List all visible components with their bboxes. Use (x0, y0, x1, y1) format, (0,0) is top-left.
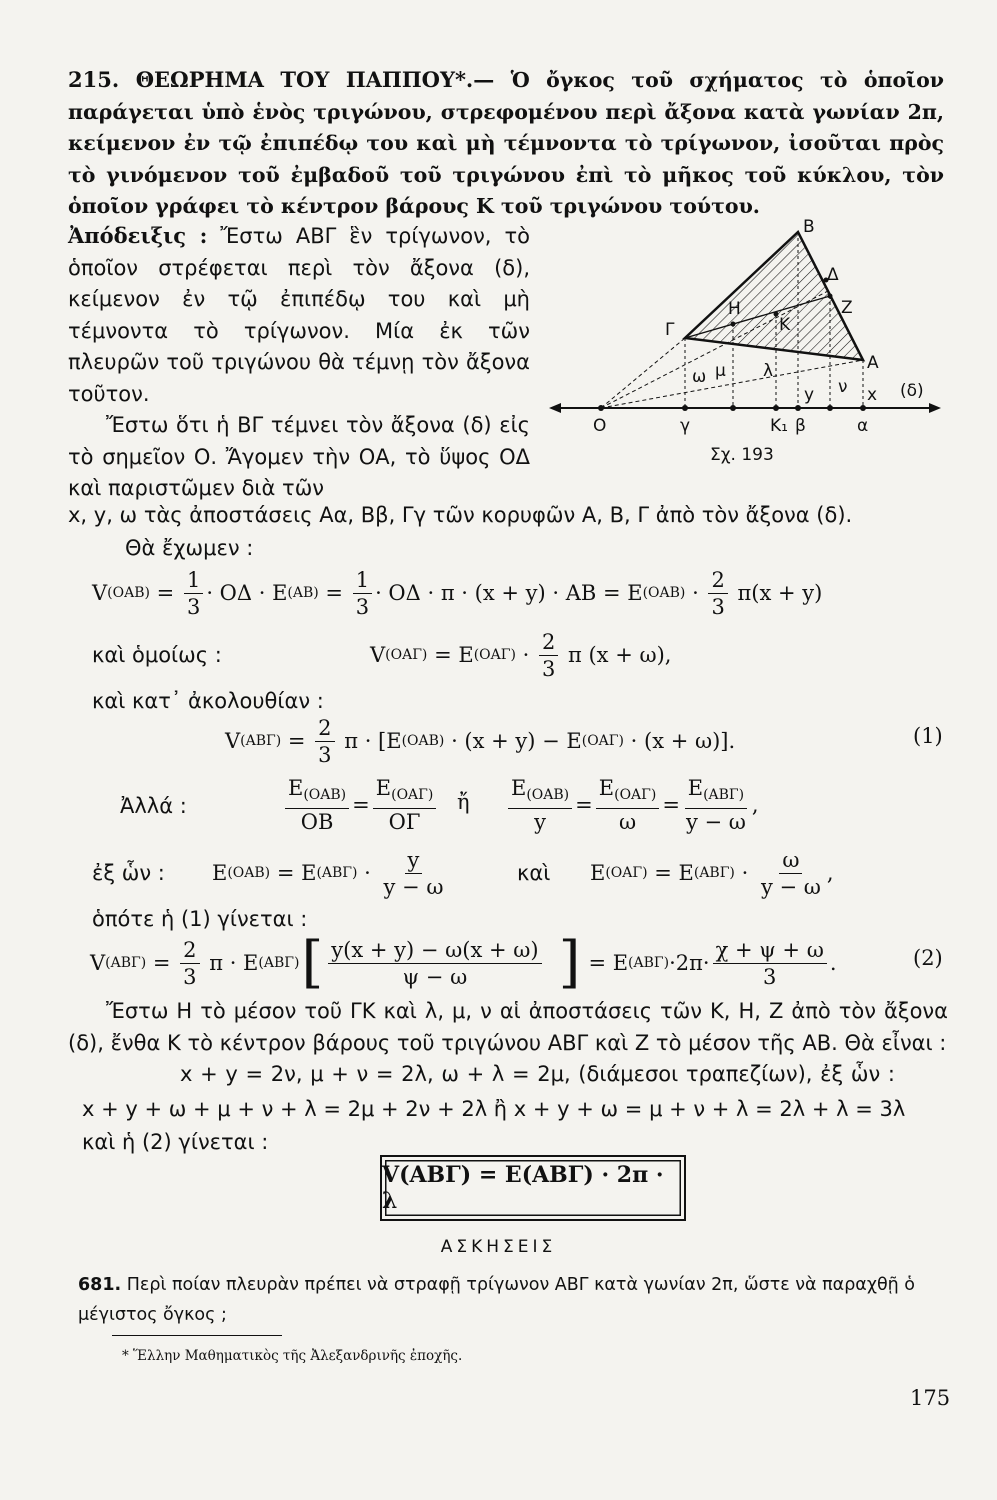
label-A: Α (867, 353, 879, 373)
final-formula-box (380, 1155, 686, 1221)
figure-caption: Σχ. 193 (710, 445, 774, 465)
but-label: Ἀλλά : (120, 794, 187, 818)
equation-2-number: (2) (913, 946, 943, 970)
label-K1: Κ₁ (770, 416, 788, 436)
exercise-681 (78, 1270, 948, 1330)
equation-2: V (ΑΒΓ) = $\frac{2}{3}$ π · Ε (ΑΒΓ) [ $\frac{y(x + y) - \omega(x + \omega)}{\psi - \omega}$ ] = Ε (ΑΒΓ) ·2π· $\frac{\chi + \psi + \omega}{3}$ . (90, 930, 837, 995)
we-have-label: Θὰ ἔχωμεν : (125, 536, 254, 560)
dashed-oa (601, 360, 863, 408)
proof-paragraph-2: Ἔστω ὅτι ἡ ΒΓ τέμνει τὸν ἄξονα (δ) εἰς τὸ σημεῖον Ο. Ἄγομεν τὴν ΟΑ, τὸ ὕψος ΟΔ καὶ παριστῶμεν διὰ τῶν (68, 413, 530, 500)
consequently-label: καὶ κατ᾽ ἀκολουθίαν : (92, 689, 324, 713)
equation-ratio: $\frac{E_{(OAB)}}{OB}$ = $\frac{E_{(OA\Gamma)}}{O\Gamma}$ (282, 772, 439, 838)
equation-voab: V (ΟΑΒ) = $\frac{1}{3}$ · ΟΔ · Ε (ΑΒ) = $\frac{1}{3}$ · ΟΔ · π · (x + y) · ΑΒ = Ε (ΟΑΒ) · $\frac{2}{3}$ π(x + y) (92, 567, 823, 619)
theorem-text: Ὁ ὄγκος τοῦ σχήματος τὸ ὁποῖον παράγεται ὑπὸ ἑνὸς τριγώνου, στρεφομένου περὶ ἄξονα κατὰ γωνίαν 2π, κείμενον ἐν τῷ ἐπιπέδῳ του καὶ μὴ τέμνοντα τὸ τρίγωνον, ἰσοῦται πρὸς τὸ γινόμενον τοῦ ἐμβαδοῦ τοῦ τριγώνου ἐπὶ τὸ μῆκος τοῦ κύκλου, τὸν ὁποῖον γράφει τὸ κέντρον βάρους Κ τοῦ τριγώνου τούτου. (68, 68, 944, 218)
label-alpha: α (857, 416, 869, 436)
label-mu: μ (715, 361, 726, 381)
whence-label: ἐξ ὧν : (92, 861, 165, 885)
equation-eoag: Ε (ΟΑΓ) = Ε (ΑΒΓ) · $\frac{\omega}{y - \omega}$ , (590, 847, 834, 899)
label-beta: β (795, 416, 806, 436)
label-O: Ο (593, 416, 607, 436)
exercise-number: 681. (78, 1275, 122, 1295)
label-B: Β (803, 217, 815, 237)
label-lambda: λ (763, 361, 774, 381)
becomes2-label: καὶ ἡ (2) γίνεται : (82, 1130, 269, 1154)
proof-paragraph-2-end: x, y, ω τὰς ἀποστάσεις Αα, Ββ, Γγ τῶν κορυφῶν Α, Β, Γ ἀπὸ τὸν ἄξονα (δ). (68, 503, 853, 527)
similarly-label: καὶ ὁμοίως : (92, 643, 222, 667)
final-formula: V(ΑΒΓ) = E(ΑΒΓ) · 2π · λ (382, 1162, 664, 1214)
label-y: y (804, 385, 815, 405)
proof-paragraph-1: Ἔστω ΑΒΓ ἓν τρίγωνον, τὸ ὁποῖον στρέφεται περὶ τὸν ἄξονα (δ), κείμενον ἐν τῷ ἐπιπέδῳ του καὶ μὴ τέμνοντα τὸ τρίγωνον. Μία ἐκ τῶν πλευρῶν τοῦ τριγώνου θὰ τέμνῃ τὸν ἄξονα τοῦτον. (68, 224, 530, 406)
label-G: Γ (665, 320, 675, 340)
label-omega: ω (692, 367, 707, 387)
label-delta: (δ) (900, 381, 924, 401)
proof-paragraph-3: Ἔστω Η τὸ μέσον τοῦ ΓΚ καὶ λ, μ, ν αἱ ἀποστάσεις τῶν Κ, Η, Ζ ἀπὸ τὸν ἄξονα (δ), ἔνθα Κ τὸ κέντρον βάρους τοῦ τριγώνου ΑΒΓ καὶ Ζ τὸ μέσον τῆς ΑΒ. Θὰ εἶναι : (68, 999, 948, 1055)
triangle-abg (685, 232, 863, 360)
footnote: * Ἕλλην Μαθηματικὸς τῆς Ἀλεξανδρινῆς ἐποχῆς. (122, 1348, 463, 1364)
theorem-heading: 215. ΘΕΩΡΗΜΑ ΤΟΥ ΠΑΠΠΟΥ*.— (68, 67, 495, 92)
equation-ratio-2: $\frac{E_{(OAB)}}{y}$ = $\frac{E_{(OA\Gamma)}}{\omega}$ = $\frac{E_{(AB\Gamma)}}{y - \omega}$ , (505, 772, 759, 838)
label-H: Η (728, 299, 741, 319)
figure-193 (545, 210, 945, 470)
equation-1: V (ΑΒΓ) = $\frac{2}{3}$ π · [Ε (ΟΑΒ) · (x + y) − Ε (ΟΑΓ) · (x + ω)]. (225, 715, 736, 767)
proof-intro (68, 220, 530, 505)
equation-medians: x + y = 2ν, μ + ν = 2λ, ω + λ = 2μ, (διάμεσοι τραπεζίων), ἐξ ὧν : (180, 1062, 895, 1086)
axis-arrow-right-icon (929, 403, 941, 413)
page-number: 175 (910, 1386, 951, 1410)
label-K: Κ (779, 315, 791, 335)
theorem-statement (68, 64, 944, 223)
label-nu: ν (838, 377, 848, 397)
becomes-label: ὁπότε ἡ (1) γίνεται : (92, 907, 308, 931)
axis-arrow-left-icon (549, 403, 561, 413)
exercises-title: ΑΣΚΗΣΕΙΣ (440, 1237, 557, 1257)
equation-sum: x + y + ω + μ + ν + λ = 2μ + 2ν + 2λ ἢ x + y + ω = μ + ν + λ = 2λ + λ = 3λ (82, 1097, 906, 1121)
proof-label: Ἀπόδειξις : (68, 223, 208, 248)
exercise-text: Περὶ ποίαν πλευρὰν πρέπει νὰ στραφῇ τρίγωνον ΑΒΓ κατὰ γωνίαν 2π, ὥστε νὰ παραχθῇ ὁ μέγιστος ὄγκος ; (78, 1275, 916, 1325)
label-gamma: γ (680, 416, 691, 436)
equation-voag: V (ΟΑΓ) = Ε (ΟΑΓ) · $\frac{2}{3}$ π (x + ω), (370, 629, 672, 681)
dashed-og (601, 338, 685, 408)
footnote-divider (112, 1335, 282, 1336)
or-label: ἤ (457, 790, 470, 814)
equation-1-number: (1) (913, 724, 943, 748)
and-label: καὶ (517, 861, 551, 885)
equation-eoab: Ε (ΟΑΒ) = Ε (ΑΒΓ) · $\frac{y}{y - \omega}$ (212, 847, 444, 899)
label-x: x (867, 385, 878, 405)
label-D: Δ (827, 265, 839, 285)
label-Z: Ζ (841, 298, 853, 318)
